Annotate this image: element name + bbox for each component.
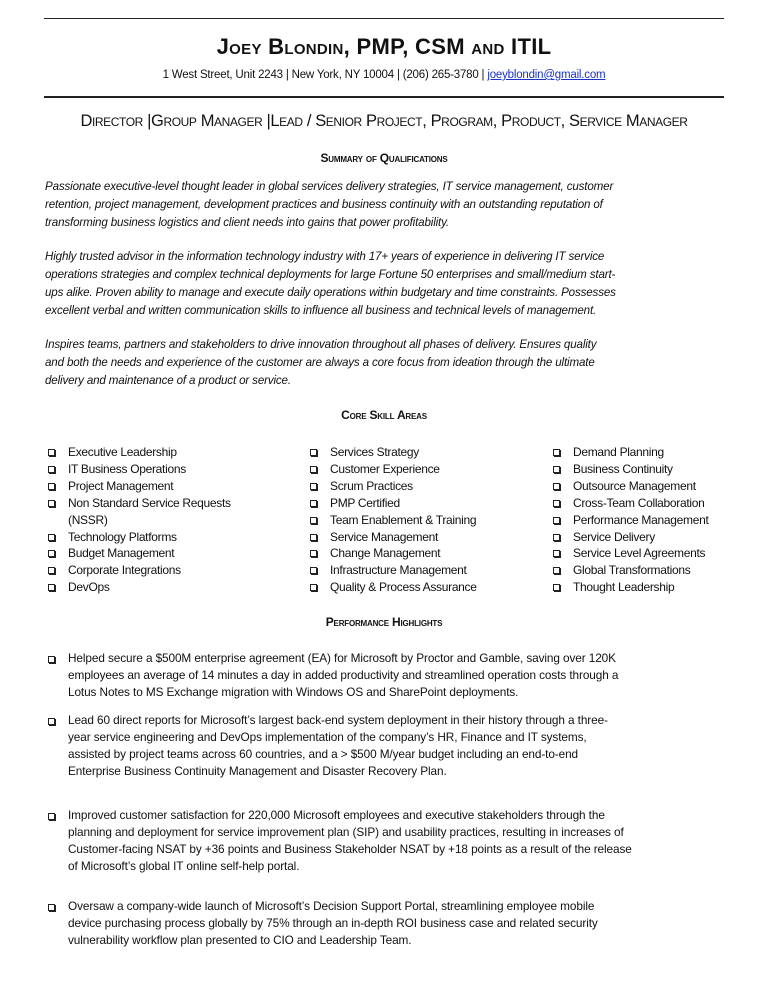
- summary-heading: Summary of Qualifications: [320, 151, 448, 165]
- highlight-line: employees an average of 14 minutes a day in added productivity and streamlined operation costs through a: [68, 668, 619, 682]
- checkbox-bullet-icon: [553, 534, 560, 541]
- summary-line: retention, project management, development practices and business continuity with an outstanding reputation of: [45, 198, 603, 211]
- skills-column: [553, 444, 708, 596]
- summary-line: delivery and maintenance of a product or service.: [45, 374, 291, 387]
- summary-line: Passionate executive-level thought leader in global services delivery strategies, IT service management, customer: [45, 180, 614, 193]
- checkbox-bullet-icon: [48, 567, 55, 574]
- top-rule: [44, 18, 724, 19]
- skill-label: Scrum Practices: [330, 478, 413, 493]
- skill-item: [48, 478, 231, 495]
- checkbox-bullet-icon: [48, 483, 55, 490]
- skills-heading: Core Skill Areas: [341, 408, 427, 422]
- summary-paragraph: [45, 336, 596, 390]
- skill-label: Global Transformations: [573, 563, 691, 578]
- checkbox-bullet-icon: [310, 534, 317, 541]
- summary-line: transforming business logistics and client needs into gains that power profitability.: [45, 216, 449, 229]
- highlight-line: vulnerability workflow plan presented to CIO and Leadership Team.: [68, 933, 412, 947]
- checkbox-bullet-icon: [48, 500, 55, 507]
- skill-label: Services Strategy: [330, 445, 419, 459]
- skill-label: Infrastructure Management: [330, 563, 467, 578]
- summary-line: operations strategies and complex technical deployments for large Fortune 50 enterprises and small/medium start-: [45, 268, 616, 281]
- skill-label: Team Enablement & Training: [330, 512, 477, 527]
- skill-label: Project Management: [68, 478, 174, 493]
- skill-item: [310, 529, 477, 546]
- checkbox-bullet-icon: [553, 500, 560, 507]
- skill-label: Demand Planning: [573, 445, 664, 459]
- highlight-line: Customer-facing NSAT by +36 points and Business Stakeholder NSAT by +18 points as a result of the release: [68, 842, 632, 856]
- skill-label: Outsource Management: [573, 478, 696, 493]
- skill-item: [553, 579, 708, 596]
- skills-column: [310, 444, 477, 596]
- checkbox-bullet-icon: [553, 550, 560, 557]
- skill-label: Customer Experience: [330, 461, 440, 476]
- highlight-line: Lead 60 direct reports for Microsoft’s largest back-end system deployment in their history through a three-: [68, 713, 608, 727]
- checkbox-bullet-icon: [48, 813, 55, 820]
- skill-item: [48, 444, 231, 461]
- contact-details: 1 West Street, Unit 2243 | New York, NY 10004 | (206) 265-3780 |: [162, 69, 488, 81]
- summary-line: and both the needs and experience of the customer are always a core focus from ideation through the ultimate: [45, 356, 595, 369]
- skill-item: [553, 545, 708, 562]
- checkbox-bullet-icon: [48, 904, 55, 911]
- highlight-line: device purchasing process globally by 75% through an in-depth ROI business case and related security: [68, 916, 598, 930]
- candidate-name: Joey Blondin, PMP, CSM and ITIL: [216, 34, 552, 59]
- skill-label: PMP Certified: [330, 495, 400, 510]
- skill-item: [553, 512, 708, 529]
- checkbox-bullet-icon: [310, 449, 317, 456]
- checkbox-bullet-icon: [553, 466, 560, 473]
- summary-paragraph: [45, 178, 613, 232]
- checkbox-bullet-icon: [310, 550, 317, 557]
- checkbox-bullet-icon: [48, 550, 55, 557]
- highlight-line: Helped secure a $500M enterprise agreement (EA) for Microsoft by Proctor and Gamble, saving over 120K: [68, 651, 616, 665]
- skill-label: DevOps: [68, 580, 110, 595]
- summary-line: ups alike. Proven ability to manage and execute daily operations within budgetary and time constraints. Possesses: [45, 286, 616, 299]
- checkbox-bullet-icon: [553, 483, 560, 490]
- checkbox-bullet-icon: [48, 584, 55, 591]
- skill-item: [48, 461, 231, 478]
- summary-line: Highly trusted advisor in the information technology industry with 17+ years of experience in delivering IT service: [45, 250, 605, 263]
- skill-label: Executive Leadership: [68, 445, 177, 459]
- highlight-item: [48, 898, 598, 949]
- summary-line: Inspires teams, partners and stakeholders to drive innovation throughout all phases of delivery. Ensures quality: [45, 338, 597, 351]
- skill-label: Thought Leadership: [573, 580, 675, 595]
- checkbox-bullet-icon: [310, 567, 317, 574]
- skill-continuation: (NSSR): [68, 512, 108, 527]
- skill-label: Quality & Process Assurance: [330, 580, 477, 595]
- skill-item: [310, 478, 477, 495]
- checkbox-bullet-icon: [48, 449, 55, 456]
- checkbox-bullet-icon: [553, 517, 560, 524]
- skill-label: Service Management: [330, 529, 438, 544]
- skill-label: Corporate Integrations: [68, 563, 181, 578]
- skill-item: [48, 529, 231, 546]
- highlight-line: planning and deployment for service improvement plan (SIP) and usability practices, resulting in increases of: [68, 825, 624, 839]
- target-roles: Director |Group Manager |Lead / Senior Project, Program, Product, Service Manager: [80, 112, 688, 130]
- checkbox-bullet-icon: [48, 466, 55, 473]
- skill-item: [310, 495, 477, 512]
- skill-item: [310, 545, 477, 562]
- skill-label: Business Continuity: [573, 461, 673, 476]
- skill-item: [553, 444, 708, 461]
- skill-item: [310, 512, 477, 529]
- skill-label: Technology Platforms: [68, 529, 177, 544]
- skill-label: Cross-Team Collaboration: [573, 495, 705, 510]
- highlight-item: [48, 650, 618, 701]
- skill-item: [310, 562, 477, 579]
- highlight-item: [48, 807, 632, 875]
- skill-item: [48, 495, 231, 512]
- highlights-heading: Performance Highlights: [325, 615, 443, 629]
- skill-item: [310, 579, 477, 596]
- skill-item: [310, 444, 477, 461]
- checkbox-bullet-icon: [310, 483, 317, 490]
- checkbox-bullet-icon: [553, 449, 560, 456]
- checkbox-bullet-icon: [553, 567, 560, 574]
- highlight-item: [48, 712, 608, 780]
- skill-item: [553, 478, 708, 495]
- skill-item: [310, 461, 477, 478]
- skill-label: Non Standard Service Requests: [68, 495, 231, 510]
- skill-item: [553, 495, 708, 512]
- summary-line: excellent verbal and written communication skills to influence all business and technical levels of management.: [45, 304, 597, 317]
- skill-label: Service Delivery: [573, 529, 655, 544]
- header-rule: [44, 96, 724, 98]
- checkbox-bullet-icon: [310, 584, 317, 591]
- email-link[interactable]: joeyblondin@gmail.com: [487, 69, 606, 81]
- skill-item: [48, 545, 231, 562]
- checkbox-bullet-icon: [48, 656, 55, 663]
- checkbox-bullet-icon: [310, 466, 317, 473]
- checkbox-bullet-icon: [310, 500, 317, 507]
- skill-item: [553, 461, 708, 478]
- skill-item: [553, 529, 708, 546]
- highlight-line: assisted by project teams across 60 countries, and a > $500 M/year budget including an end-to-end: [68, 747, 579, 761]
- skill-label: Service Level Agreements: [573, 546, 706, 561]
- skill-label: Budget Management: [68, 546, 175, 561]
- highlight-line: Lotus Notes to MS Exchange migration with Windows OS and SharePoint deployments.: [68, 685, 519, 699]
- highlight-line: Enterprise Business Continuity Management and Disaster Recovery Plan.: [68, 764, 447, 778]
- skill-label: Change Management: [330, 546, 441, 561]
- checkbox-bullet-icon: [48, 534, 55, 541]
- highlight-line: Improved customer satisfaction for 220,000 Microsoft employees and executive stakeholders through the: [68, 808, 605, 822]
- skill-item: [553, 562, 708, 579]
- checkbox-bullet-icon: [310, 517, 317, 524]
- highlight-line: year service engineering and DevOps implementation of the company’s HR, Finance and IT systems,: [68, 730, 587, 744]
- highlight-line: Oversaw a company-wide launch of Microsoft’s Decision Support Portal, streamlining employee mobile: [68, 899, 595, 913]
- contact-line: [0, 69, 768, 81]
- skills-column: [48, 444, 231, 596]
- checkbox-bullet-icon: [553, 584, 560, 591]
- highlight-line: of Microsoft’s global IT online self-help portal.: [68, 859, 300, 873]
- skill-label: IT Business Operations: [68, 461, 186, 476]
- skill-label: Performance Management: [573, 512, 709, 527]
- skill-item: [48, 562, 231, 579]
- checkbox-bullet-icon: [48, 718, 55, 725]
- skill-item: [48, 579, 231, 596]
- summary-paragraph: [45, 248, 616, 320]
